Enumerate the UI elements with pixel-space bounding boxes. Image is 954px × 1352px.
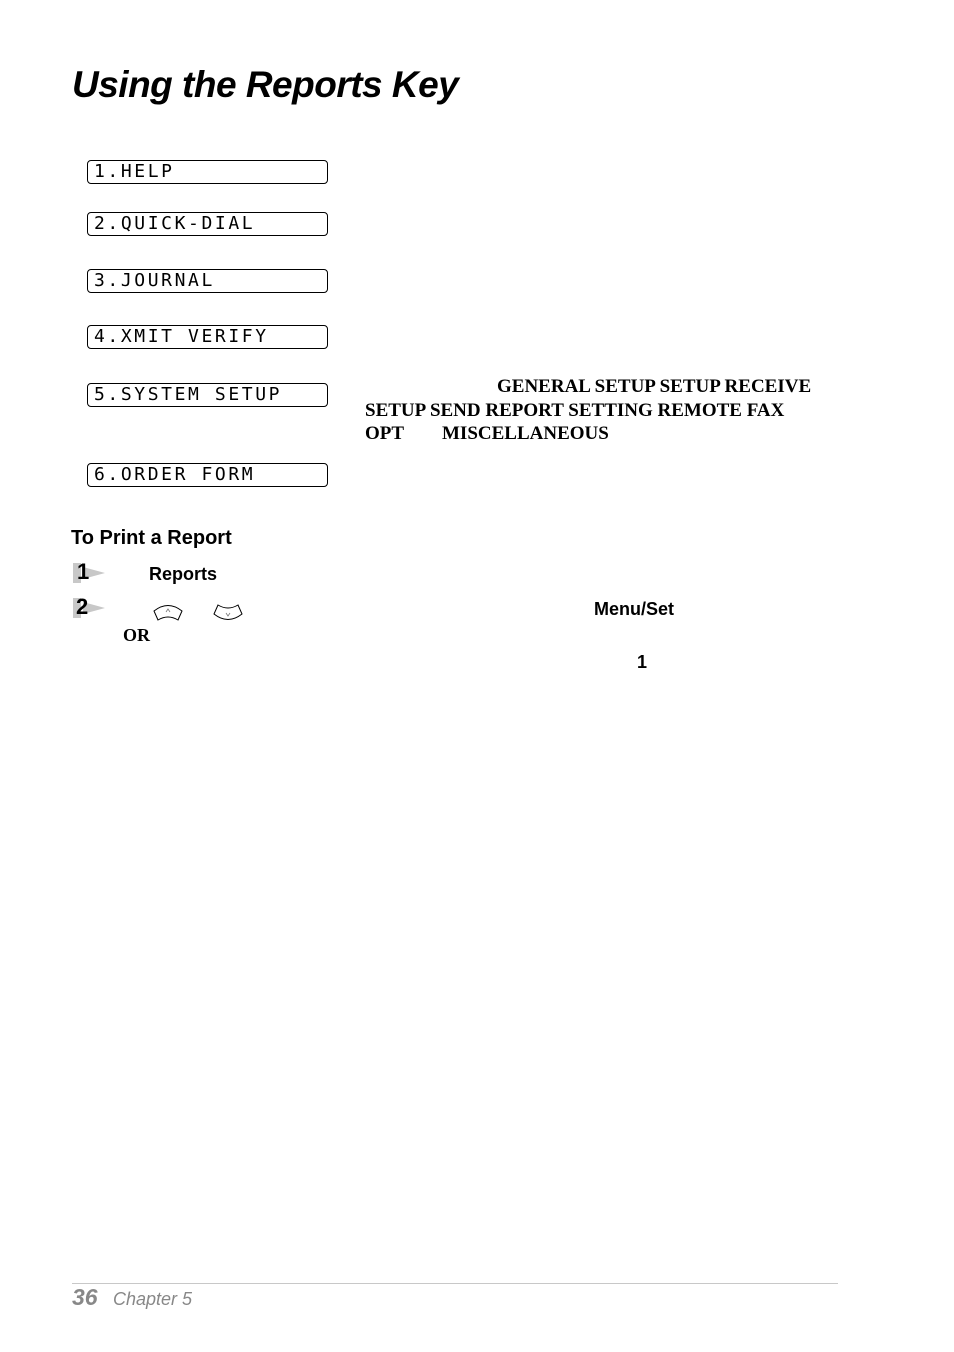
number-one-key-label: 1 [637, 652, 648, 672]
system-setup-sections-line-2: SETUP SEND REPORT SETTING REMOTE FAX [365, 400, 785, 421]
page-number: 36 [72, 1284, 98, 1310]
footer-rule [72, 1283, 838, 1284]
navigation-up-key-icon [152, 603, 184, 623]
system-setup-sections-opt: OPT [365, 423, 405, 444]
system-setup-sections-miscellaneous: MISCELLANEOUS [442, 423, 609, 444]
lcd-menu-quick-dial: 2.QUICK-DIAL [87, 212, 328, 236]
menu-set-key-label: Menu/Set [594, 599, 675, 619]
navigation-down-key-icon [212, 602, 244, 622]
step-2-number: 2 [76, 594, 89, 619]
lcd-menu-help: 1.HELP [87, 160, 328, 184]
reports-key-label: Reports [149, 564, 218, 584]
step-1-number: 1 [77, 559, 90, 584]
lcd-menu-journal: 3.JOURNAL [87, 269, 328, 293]
system-setup-sections-line-1: GENERAL SETUP SETUP RECEIVE [497, 376, 812, 397]
lcd-menu-xmit-verify: 4.XMIT VERIFY [87, 325, 328, 349]
lcd-menu-system-setup: 5.SYSTEM SETUP [87, 383, 328, 407]
lcd-menu-order-form: 6.ORDER FORM [87, 463, 328, 487]
section-heading: To Print a Report [71, 527, 232, 549]
chapter-label: Chapter 5 [113, 1289, 193, 1309]
or-label: OR [123, 625, 150, 645]
page-title: Using the Reports Key [72, 64, 459, 105]
